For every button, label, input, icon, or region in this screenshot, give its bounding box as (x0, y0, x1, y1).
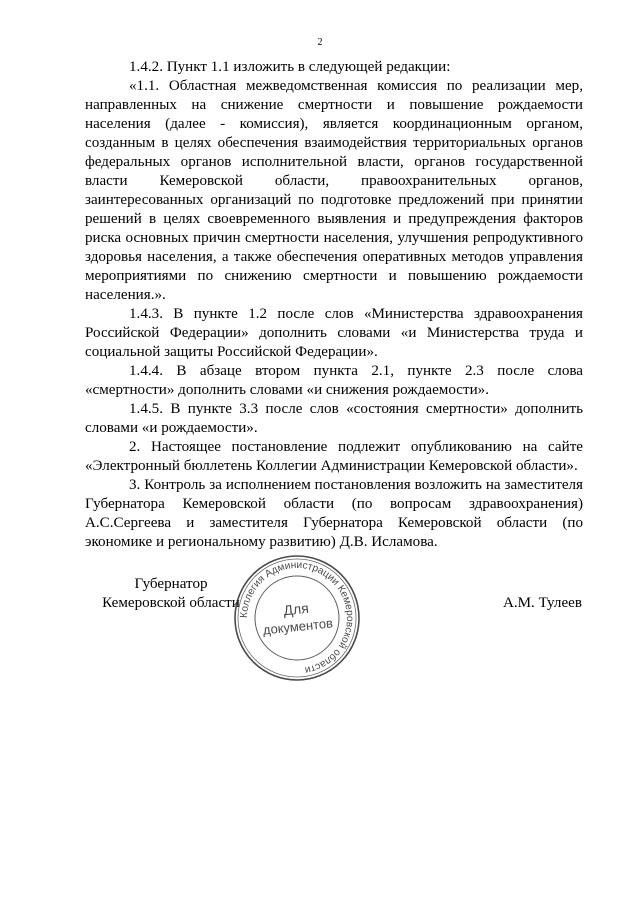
paragraph-1-1-quote: «1.1. Областная межведомственная комиссия по реализации мер, направленных на снижение смертности и повышение рождаемости населения (далее - комиссия), является координационным органом, созданным в целях обеспечения взаимодействия территориальных органов федеральных органов исполнительной власти, органов государственной власти Кемеровской области, правоохранительных органов, заинтересованных организаций по подготовке предложений при принятии решений в целях своевременного выявления и предупреждения факторов риска основных причин смертности населения, улучшения репродуктивного здоровья населения, а также обеспечения оперативных методов управления мероприятиями по снижению смертности и повышению рождаемости населения.». (85, 78, 583, 303)
official-stamp (232, 553, 362, 683)
stamp-center-line1: Для (282, 599, 310, 619)
paragraph-1-4-4: 1.4.4. В абзаце втором пункта 2.1, пункте 2.3 после слова «смертности» дополнить словами «и снижения рождаемости». (85, 363, 583, 398)
signatory-position-line1: Губернатор (134, 576, 208, 592)
stamp-ring-textpath: Коллегия Администрации Кемеровской области (238, 559, 356, 676)
paragraph-2: 2. Настоящее постановление подлежит опубликованию на сайте «Электронный бюллетень Коллегии Администрации Кемеровской области». (85, 439, 583, 474)
stamp-center-line2: документов (262, 615, 334, 638)
stamp-seal-icon (232, 553, 362, 683)
paragraph-1-4-5: 1.4.5. В пункте 3.3 после слов «состояния смертности» дополнить словами «и рождаемости». (85, 401, 583, 436)
document-body (85, 58, 583, 552)
signature-block (0, 559, 640, 695)
paragraph-1-4-2: 1.4.2. Пункт 1.1 изложить в следующей редакции: (129, 59, 451, 75)
stamp-ring-text (239, 560, 355, 675)
page-number: 2 (317, 37, 323, 48)
paragraph-1-4-3: 1.4.3. В пункте 1.2 после слов «Министерства здравоохранения Российской Федерации» дополнить словами «и Министерства труда и социальной защиты Российской Федерации». (85, 306, 583, 360)
signatory-position-line2: Кемеровской области (102, 595, 240, 611)
signatory-name: А.М. Тулеев (502, 595, 582, 611)
paragraph-3: 3. Контроль за исполнением постановления возложить на заместителя Губернатора Кемеровской области (по вопросам здравоохранения) А.С.Сергеева и заместителя Губернатора Кемеровской области (по экономике и региональному развитию) Д.В. Исламова. (85, 477, 583, 550)
signatory-position (96, 575, 246, 613)
